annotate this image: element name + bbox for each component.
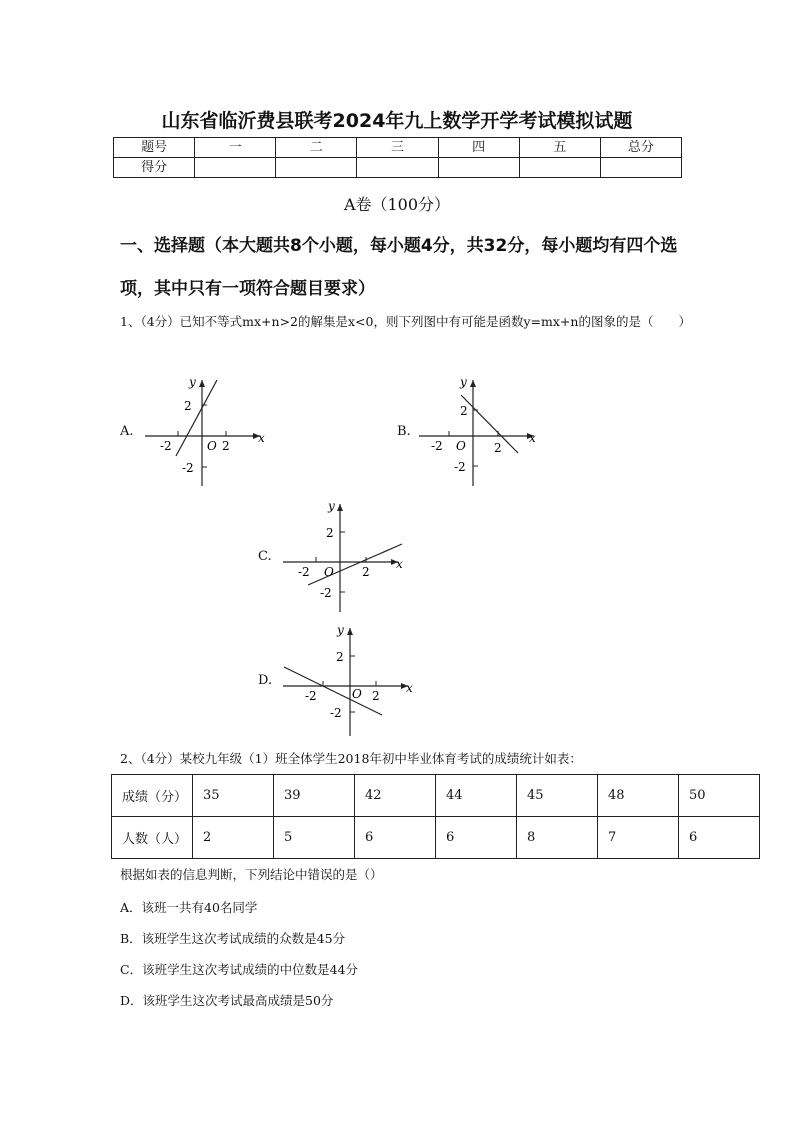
y-axis-label: y [337, 623, 344, 637]
score-table-score-row [114, 158, 682, 178]
option-c-label: C. [258, 549, 272, 564]
tick-label-neg-x: -2 [298, 565, 310, 579]
choice-b: B．该班学生这次考试成绩的众数是45分 [120, 931, 346, 946]
x-axis-label: x [258, 431, 265, 445]
tick-label-neg-y: -2 [454, 460, 466, 474]
stats-score-row [112, 775, 760, 817]
score-header-cell: 三 [357, 138, 438, 158]
tick-label-neg-x: -2 [305, 689, 317, 703]
stats-count-cell: 5 [274, 817, 355, 859]
score-header-cell: 五 [519, 138, 600, 158]
score-blank-cell [600, 158, 681, 178]
tick-label-pos-y: 2 [460, 404, 468, 418]
x-axis-label: x [529, 431, 536, 445]
stats-score-cell: 45 [517, 775, 598, 817]
stats-score-cell: 39 [274, 775, 355, 817]
question-1-stem: 1、（4分）已知不等式mx+n>2的解集是x<0，则下列图中有可能是函数y=mx+n的图象的是（ ） [120, 314, 691, 329]
score-blank-cell [276, 158, 357, 178]
origin-label: O [207, 439, 217, 453]
score-header-cell: 二 [276, 138, 357, 158]
y-axis-label: y [460, 375, 467, 389]
tick-label-pos-x: 2 [494, 441, 502, 455]
score-stats-table [111, 774, 760, 859]
score-blank-cell [519, 158, 600, 178]
option-a-label: A. [120, 424, 134, 439]
tick-label-pos-x: 2 [222, 439, 230, 453]
score-header-cell: 四 [438, 138, 519, 158]
stats-score-cell: 50 [679, 775, 760, 817]
exam-title: 山东省临沂费县联考2024年九上数学开学考试模拟试题 [161, 110, 633, 132]
tick-label-pos-x: 2 [372, 689, 380, 703]
stats-count-row [112, 817, 760, 859]
tick-label-neg-y: -2 [182, 461, 194, 475]
score-blank-cell [357, 158, 438, 178]
stats-score-cell: 44 [436, 775, 517, 817]
stats-count-cell: 6 [679, 817, 760, 859]
score-blank-cell [438, 158, 519, 178]
stats-count-cell: 8 [517, 817, 598, 859]
stats-count-cell: 7 [598, 817, 679, 859]
section-heading: 一、选择题（本大题共8个小题，每小题4分，共32分，每小题均有四个选项，其中只有一项符合题目要求） [120, 236, 678, 299]
question-2-prompt: 根据如表的信息判断，下列结论中错误的是（） [120, 867, 383, 882]
score-table [113, 137, 682, 178]
y-axis-label: y [189, 375, 196, 389]
paper-section-label: A卷（100分） [343, 195, 451, 214]
option-d-label: D. [258, 673, 273, 688]
stats-score-cell: 48 [598, 775, 679, 817]
score-header-cell: 总分 [600, 138, 681, 158]
tick-label-neg-y: -2 [320, 586, 332, 600]
score-row-label: 得分 [114, 158, 195, 178]
stats-row-label: 人数（人） [112, 817, 193, 859]
stats-count-cell: 6 [355, 817, 436, 859]
x-axis-label: x [396, 557, 403, 571]
tick-label-neg-x: -2 [431, 439, 443, 453]
origin-label: O [324, 565, 334, 579]
graph-c [278, 496, 408, 616]
x-axis-label: x [406, 681, 413, 695]
origin-label: O [456, 439, 466, 453]
score-blank-cell [195, 158, 276, 178]
graph-a [140, 370, 270, 490]
stats-score-cell: 35 [193, 775, 274, 817]
score-header-cell: 题号 [114, 138, 195, 158]
score-header-cell: 一 [195, 138, 276, 158]
tick-label-pos-y: 2 [326, 526, 334, 540]
y-axis-label: y [328, 499, 335, 513]
question-2-stem: 2、（4分）某校九年级（1）班全体学生2018年初中毕业体育考试的成绩统计如表： [120, 751, 582, 766]
tick-label-neg-y: -2 [330, 706, 342, 720]
option-b-label: B. [397, 424, 411, 439]
stats-count-cell: 2 [193, 817, 274, 859]
choice-a: A．该班一共有40名同学 [120, 900, 258, 915]
score-table-header-row [114, 138, 682, 158]
tick-label-neg-x: -2 [160, 439, 172, 453]
stats-score-cell: 42 [355, 775, 436, 817]
stats-row-label: 成绩（分） [112, 775, 193, 817]
tick-label-pos-y: 2 [184, 399, 192, 413]
choice-d: D．该班学生这次考试最高成绩是50分 [120, 993, 334, 1008]
origin-label: O [352, 687, 362, 701]
tick-label-pos-x: 2 [362, 565, 370, 579]
choice-c: C．该班学生这次考试成绩的中位数是44分 [120, 962, 358, 977]
graph-b [414, 370, 544, 490]
graph-d [278, 620, 418, 740]
stats-count-cell: 6 [436, 817, 517, 859]
tick-label-pos-y: 2 [336, 650, 344, 664]
